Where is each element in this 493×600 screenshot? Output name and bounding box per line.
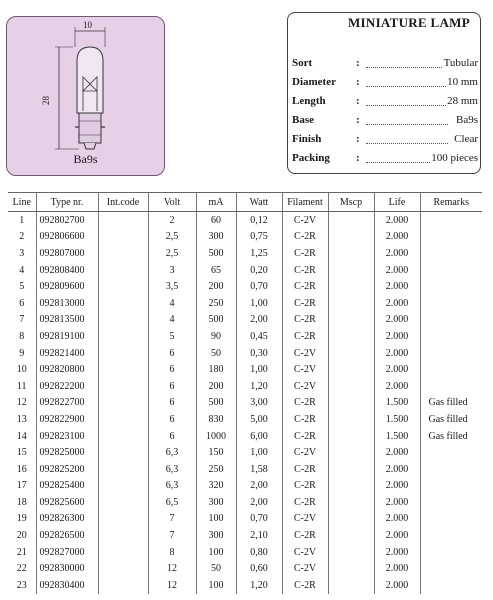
cell-remarks — [420, 461, 482, 478]
cell-ma: 300 — [196, 229, 236, 246]
cell-int-code — [98, 295, 148, 312]
cell-volt: 4 — [148, 295, 196, 312]
cell-line: 20 — [16, 530, 27, 542]
cell-mscp — [328, 444, 374, 461]
cell-life: 2.000 — [374, 378, 420, 395]
cell-remarks — [420, 577, 482, 594]
spec-row-sort: Sort : Tubular — [292, 57, 478, 69]
cell-filament: C-2V — [282, 378, 328, 395]
cell-volt: 12 — [148, 577, 196, 594]
cell-volt: 5 — [148, 328, 196, 345]
cell-life: 1.500 — [374, 395, 420, 412]
header-ma: mA — [196, 193, 236, 212]
cell-ma: 500 — [196, 312, 236, 329]
cell-type-nr: 092802700 — [36, 212, 98, 229]
cell-type-nr: 092822200 — [36, 378, 98, 395]
cell-int-code — [98, 478, 148, 495]
spec-label: Diameter — [292, 76, 336, 88]
cell-int-code — [98, 345, 148, 362]
cell-watt: 0,80 — [236, 544, 282, 561]
cell-life: 2.000 — [374, 577, 420, 594]
table-row — [8, 411, 482, 428]
cell-filament: C-2R — [282, 245, 328, 262]
spec-row-base: Base : Ba9s — [292, 114, 478, 126]
cell-life: 2.000 — [374, 295, 420, 312]
cell-filament: C-2V — [282, 511, 328, 528]
spec-value: 10 mm — [447, 76, 478, 88]
cell-line: 13 — [16, 413, 27, 425]
spec-row-finish: Finish : Clear — [292, 133, 478, 145]
cell-filament: C-2R — [282, 278, 328, 295]
cell-volt: 6 — [148, 345, 196, 362]
table-row — [8, 378, 482, 395]
cell-volt: 6,3 — [148, 461, 196, 478]
cell-life: 2.000 — [374, 494, 420, 511]
cell-watt: 2,00 — [236, 312, 282, 329]
cell-filament: C-2R — [282, 328, 328, 345]
cell-int-code — [98, 361, 148, 378]
cell-remarks: Gas filled — [420, 428, 482, 445]
cell-watt: 0,70 — [236, 511, 282, 528]
table-row — [8, 345, 482, 362]
spec-label: Sort — [292, 57, 313, 69]
table-row — [8, 560, 482, 577]
cell-mscp — [328, 278, 374, 295]
spec-row-length: Length : 28 mm — [292, 95, 478, 107]
spec-label: Packing — [292, 152, 330, 164]
spec-value: Clear — [454, 133, 478, 145]
table-row — [8, 312, 482, 329]
cell-watt: 2,00 — [236, 494, 282, 511]
cell-watt: 2,10 — [236, 527, 282, 544]
cell-watt: 2,00 — [236, 478, 282, 495]
cell-int-code — [98, 378, 148, 395]
spec-label: Base — [292, 114, 314, 126]
spec-value: Ba9s — [456, 114, 478, 126]
cell-volt: 6,3 — [148, 444, 196, 461]
cell-type-nr: 092825400 — [36, 478, 98, 495]
cell-int-code — [98, 560, 148, 577]
cell-watt: 5,00 — [236, 411, 282, 428]
cell-int-code — [98, 245, 148, 262]
cell-line: 8 — [19, 330, 25, 342]
cell-life: 2.000 — [374, 461, 420, 478]
cell-filament: C-2V — [282, 212, 328, 229]
cell-ma: 300 — [196, 494, 236, 511]
header-watt: Watt — [236, 193, 282, 212]
cell-watt: 0,12 — [236, 212, 282, 229]
cell-mscp — [328, 212, 374, 229]
cell-mscp — [328, 395, 374, 412]
cell-remarks — [420, 527, 482, 544]
cell-remarks — [420, 229, 482, 246]
cell-remarks — [420, 511, 482, 528]
cell-watt: 6,00 — [236, 428, 282, 445]
cell-mscp — [328, 411, 374, 428]
cell-int-code — [98, 544, 148, 561]
table-row — [8, 278, 482, 295]
cell-ma: 100 — [196, 577, 236, 594]
cell-remarks — [420, 262, 482, 279]
cell-line: 17 — [16, 480, 27, 492]
cell-filament: C-2V — [282, 544, 328, 561]
cell-ma: 200 — [196, 378, 236, 395]
table-row — [8, 328, 482, 345]
cell-filament: C-2V — [282, 345, 328, 362]
cell-watt: 1,00 — [236, 361, 282, 378]
table-row — [8, 395, 482, 412]
cell-volt: 6 — [148, 361, 196, 378]
table-row — [8, 494, 482, 511]
cell-ma: 1000 — [196, 428, 236, 445]
cell-filament: C-2R — [282, 478, 328, 495]
table-row — [8, 295, 482, 312]
cell-mscp — [328, 361, 374, 378]
table-row — [8, 478, 482, 495]
cell-life: 2.000 — [374, 312, 420, 329]
cell-mscp — [328, 245, 374, 262]
cell-int-code — [98, 444, 148, 461]
cell-remarks — [420, 278, 482, 295]
cell-ma: 90 — [196, 328, 236, 345]
cell-life: 2.000 — [374, 478, 420, 495]
cell-volt: 4 — [148, 312, 196, 329]
header-life: Life — [374, 193, 420, 212]
cell-type-nr: 092826300 — [36, 511, 98, 528]
cell-watt: 1,00 — [236, 444, 282, 461]
table-row — [8, 461, 482, 478]
cell-filament: C-2R — [282, 461, 328, 478]
cell-ma: 250 — [196, 295, 236, 312]
cell-type-nr: 092809600 — [36, 278, 98, 295]
cell-watt: 1,20 — [236, 577, 282, 594]
cell-mscp — [328, 494, 374, 511]
cell-type-nr: 092813000 — [36, 295, 98, 312]
cell-line: 23 — [16, 579, 27, 591]
header-volt: Volt — [148, 193, 196, 212]
table-row — [8, 361, 482, 378]
cell-volt: 6,3 — [148, 478, 196, 495]
cell-line: 18 — [16, 496, 27, 508]
cell-remarks — [420, 560, 482, 577]
cell-volt: 6 — [148, 378, 196, 395]
cell-type-nr: 092820800 — [36, 361, 98, 378]
cell-int-code — [98, 577, 148, 594]
cell-ma: 50 — [196, 345, 236, 362]
cell-ma: 150 — [196, 444, 236, 461]
cell-life: 1.500 — [374, 411, 420, 428]
cell-watt: 0,45 — [236, 328, 282, 345]
cell-line: 7 — [19, 314, 25, 326]
spec-title: MINIATURE LAMP — [347, 15, 470, 30]
cell-watt: 0,75 — [236, 229, 282, 246]
cell-type-nr: 092822900 — [36, 411, 98, 428]
spec-value: 28 mm — [447, 95, 478, 107]
spec-label: Length — [292, 95, 326, 107]
cell-watt: 3,00 — [236, 395, 282, 412]
spec-value: 100 pieces — [431, 152, 478, 164]
cell-filament: C-2R — [282, 494, 328, 511]
cell-type-nr: 092825600 — [36, 494, 98, 511]
cell-volt: 7 — [148, 527, 196, 544]
table-row — [8, 544, 482, 561]
cell-ma: 60 — [196, 212, 236, 229]
spec-row-diameter: Diameter : 10 mm — [292, 76, 478, 88]
cell-life: 2.000 — [374, 345, 420, 362]
table-row — [8, 577, 482, 594]
cell-mscp — [328, 262, 374, 279]
cell-type-nr: 092823100 — [36, 428, 98, 445]
cell-watt: 0,20 — [236, 262, 282, 279]
cell-mscp — [328, 527, 374, 544]
cell-mscp — [328, 229, 374, 246]
cell-watt: 0,30 — [236, 345, 282, 362]
cell-line: 3 — [19, 247, 25, 259]
cell-volt: 6 — [148, 428, 196, 445]
cell-remarks: Gas filled — [420, 395, 482, 412]
cell-filament: C-2R — [282, 395, 328, 412]
cell-watt: 1,25 — [236, 245, 282, 262]
length-dimension-label: 28 — [41, 96, 51, 105]
cell-mscp — [328, 560, 374, 577]
cell-type-nr: 092830400 — [36, 577, 98, 594]
header-filament: Filament — [282, 193, 328, 212]
cell-volt: 3 — [148, 262, 196, 279]
cell-line: 21 — [16, 546, 27, 558]
cell-filament: C-2R — [282, 312, 328, 329]
cell-ma: 250 — [196, 461, 236, 478]
cell-life: 2.000 — [374, 212, 420, 229]
cell-life: 2.000 — [374, 229, 420, 246]
cell-mscp — [328, 577, 374, 594]
cell-mscp — [328, 511, 374, 528]
cell-int-code — [98, 278, 148, 295]
cell-line: 9 — [19, 347, 25, 359]
cell-mscp — [328, 478, 374, 495]
cell-ma: 320 — [196, 478, 236, 495]
cell-remarks — [420, 245, 482, 262]
spec-label: Finish — [292, 133, 322, 145]
cell-watt: 1,00 — [236, 295, 282, 312]
cell-line: 4 — [19, 264, 25, 276]
table-row — [8, 527, 482, 544]
table-row — [8, 262, 482, 279]
cell-ma: 500 — [196, 395, 236, 412]
cell-remarks — [420, 295, 482, 312]
cell-int-code — [98, 511, 148, 528]
cell-ma: 100 — [196, 511, 236, 528]
cell-int-code — [98, 212, 148, 229]
table-row — [8, 245, 482, 262]
table-row — [8, 229, 482, 246]
cell-remarks — [420, 478, 482, 495]
cell-volt: 8 — [148, 544, 196, 561]
cell-volt: 6,5 — [148, 494, 196, 511]
cell-type-nr: 092807000 — [36, 245, 98, 262]
cell-int-code — [98, 428, 148, 445]
cell-line: 14 — [16, 430, 27, 442]
cell-int-code — [98, 494, 148, 511]
spec-value: Tubular — [443, 57, 478, 69]
cell-line: 15 — [16, 447, 27, 459]
cell-life: 2.000 — [374, 361, 420, 378]
cell-volt: 2,5 — [148, 229, 196, 246]
cell-life: 2.000 — [374, 560, 420, 577]
spec-box — [287, 12, 481, 174]
spec-row-packing: Packing : 100 pieces — [292, 152, 478, 164]
cell-type-nr: 092826500 — [36, 527, 98, 544]
cell-ma: 200 — [196, 278, 236, 295]
cell-remarks — [420, 361, 482, 378]
table-row — [8, 428, 482, 445]
cell-mscp — [328, 378, 374, 395]
table-row — [8, 444, 482, 461]
cell-type-nr: 092821400 — [36, 345, 98, 362]
cell-filament: C-2V — [282, 361, 328, 378]
cell-type-nr: 092813500 — [36, 312, 98, 329]
cell-filament: C-2R — [282, 527, 328, 544]
cell-remarks — [420, 328, 482, 345]
cell-line: 19 — [16, 513, 27, 525]
cell-line: 2 — [19, 231, 25, 243]
cell-int-code — [98, 312, 148, 329]
cell-int-code — [98, 328, 148, 345]
cell-ma: 50 — [196, 560, 236, 577]
cell-watt: 1,20 — [236, 378, 282, 395]
cell-remarks — [420, 378, 482, 395]
cell-mscp — [328, 544, 374, 561]
cell-volt: 6 — [148, 411, 196, 428]
cell-volt: 3,5 — [148, 278, 196, 295]
cell-ma: 300 — [196, 527, 236, 544]
cell-line: 12 — [16, 397, 27, 409]
cell-int-code — [98, 262, 148, 279]
cell-type-nr: 092825200 — [36, 461, 98, 478]
table-row — [8, 511, 482, 528]
cell-filament: C-2R — [282, 262, 328, 279]
cell-type-nr: 092830000 — [36, 560, 98, 577]
cell-type-nr: 092825000 — [36, 444, 98, 461]
cell-int-code — [98, 229, 148, 246]
cell-volt: 12 — [148, 560, 196, 577]
width-dimension-label: 10 — [83, 20, 92, 30]
cell-volt: 2 — [148, 212, 196, 229]
cell-line: 6 — [19, 297, 25, 309]
cell-remarks — [420, 444, 482, 461]
cell-int-code — [98, 411, 148, 428]
cell-life: 2.000 — [374, 278, 420, 295]
cell-ma: 500 — [196, 245, 236, 262]
cell-remarks — [420, 212, 482, 229]
cell-ma: 180 — [196, 361, 236, 378]
cell-line: 1 — [19, 214, 25, 226]
cell-watt: 1,58 — [236, 461, 282, 478]
cell-watt: 0,60 — [236, 560, 282, 577]
cell-line: 5 — [19, 281, 25, 293]
cell-remarks — [420, 312, 482, 329]
table-header-row — [8, 193, 482, 212]
cell-int-code — [98, 395, 148, 412]
cell-remarks — [420, 345, 482, 362]
cell-mscp — [328, 345, 374, 362]
cell-line: 10 — [16, 364, 27, 376]
cell-life: 2.000 — [374, 511, 420, 528]
cell-type-nr: 092808400 — [36, 262, 98, 279]
cell-life: 2.000 — [374, 328, 420, 345]
cell-mscp — [328, 328, 374, 345]
cell-filament: C-2V — [282, 560, 328, 577]
cell-line: 22 — [16, 563, 27, 575]
cell-type-nr: 092827000 — [36, 544, 98, 561]
cell-ma: 65 — [196, 262, 236, 279]
header-mscp: Mscp — [328, 193, 374, 212]
cell-int-code — [98, 461, 148, 478]
cell-volt: 6 — [148, 395, 196, 412]
cell-life: 2.000 — [374, 245, 420, 262]
cell-ma: 830 — [196, 411, 236, 428]
base-type-label: Ba9s — [73, 152, 98, 166]
lamp-table — [8, 192, 482, 594]
cell-type-nr: 092806600 — [36, 229, 98, 246]
cell-life: 2.000 — [374, 544, 420, 561]
cell-mscp — [328, 461, 374, 478]
cell-life: 1.500 — [374, 428, 420, 445]
header-int-code: Int.code — [98, 193, 148, 212]
cell-remarks — [420, 544, 482, 561]
cell-remarks: Gas filled — [420, 411, 482, 428]
cell-volt: 7 — [148, 511, 196, 528]
header-line: Line — [8, 193, 36, 212]
cell-line: 11 — [16, 380, 27, 392]
cell-filament: C-2R — [282, 577, 328, 594]
cell-remarks — [420, 494, 482, 511]
cell-filament: C-2R — [282, 428, 328, 445]
cell-volt: 2,5 — [148, 245, 196, 262]
table-row — [8, 212, 482, 229]
cell-life: 2.000 — [374, 527, 420, 544]
cell-filament: C-2R — [282, 229, 328, 246]
cell-filament: C-2V — [282, 444, 328, 461]
cell-life: 2.000 — [374, 262, 420, 279]
cell-mscp — [328, 312, 374, 329]
header-type-nr: Type nr. — [36, 193, 98, 212]
cell-ma: 100 — [196, 544, 236, 561]
cell-line: 16 — [16, 463, 27, 475]
cell-mscp — [328, 428, 374, 445]
header-remarks: Remarks — [420, 193, 482, 212]
cell-int-code — [98, 527, 148, 544]
cell-type-nr: 092819100 — [36, 328, 98, 345]
cell-mscp — [328, 295, 374, 312]
cell-type-nr: 092822700 — [36, 395, 98, 412]
lamp-drawing-panel — [6, 16, 165, 176]
cell-filament: C-2R — [282, 411, 328, 428]
cell-watt: 0,70 — [236, 278, 282, 295]
cell-filament: C-2R — [282, 295, 328, 312]
cell-life: 2.000 — [374, 444, 420, 461]
